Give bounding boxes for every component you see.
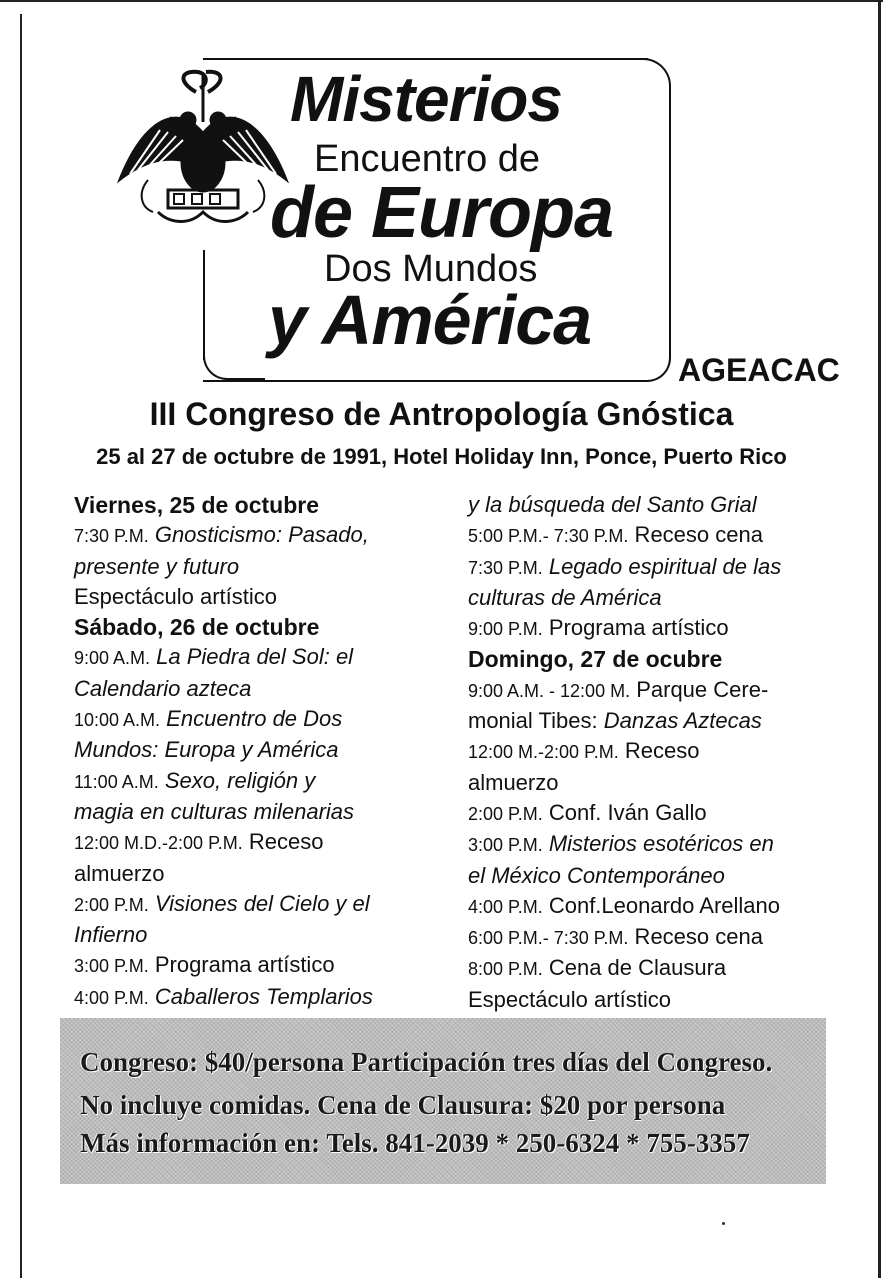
- schedule-entry: [468, 520, 868, 551]
- schedule-time: 9:00 P.M.: [468, 619, 543, 640]
- schedule-entry: [468, 985, 868, 1015]
- schedule-text: almuerzo: [468, 769, 559, 795]
- schedule-text: Receso: [242, 829, 324, 855]
- schedule-entry: [74, 827, 454, 858]
- schedule-text: La Piedra del Sol: el: [150, 644, 354, 670]
- schedule-time: 11:00 A.M.: [74, 771, 159, 792]
- schedule-time: 10:00 A.M.: [74, 710, 161, 731]
- schedule-text: Danzas Aztecas: [603, 708, 762, 734]
- speck: [722, 1222, 725, 1225]
- schedule-entry: [468, 706, 868, 736]
- schedule-text: Espectáculo artístico: [74, 583, 277, 609]
- schedule-entry: [468, 922, 868, 953]
- title-europa: de Europa: [270, 173, 614, 253]
- schedule-entry: [468, 861, 868, 891]
- schedule-entry: [468, 829, 868, 860]
- schedule-text: Parque Cere-: [630, 676, 769, 702]
- schedule-text: Receso: [618, 738, 700, 764]
- schedule-text: y la búsqueda del Santo Grial: [468, 492, 757, 517]
- schedule-entry: [74, 797, 454, 827]
- schedule-entry: [74, 582, 454, 612]
- schedule-time: 7:30 P.M.: [74, 526, 149, 547]
- schedule-entry: [74, 950, 454, 981]
- schedule-day-heading: Viernes, 25 de octubre: [74, 492, 320, 518]
- schedule-text: Legado espiritual de las: [542, 553, 782, 579]
- schedule-text: Programa artístico: [148, 952, 335, 978]
- schedule-day-heading: Domingo, 27 de ocubre: [468, 646, 723, 673]
- schedule-text: Infierno: [74, 922, 148, 948]
- schedule-entry: [74, 982, 454, 1013]
- schedule-text: presente y futuro: [74, 553, 240, 579]
- schedule-text: Conf. Iván Gallo: [542, 799, 707, 825]
- schedule-text: Encuentro de Dos: [160, 706, 343, 732]
- schedule-time: 3:00 P.M.: [74, 956, 149, 977]
- schedule-entry: [74, 859, 454, 889]
- schedule-text: Receso cena: [628, 924, 763, 950]
- schedule-entry: [468, 798, 868, 829]
- schedule-entry: [74, 674, 454, 704]
- schedule-time: 12:00 M.-2:00 P.M.: [468, 742, 619, 763]
- title-america: y América: [268, 281, 592, 359]
- schedule-text: Calendario azteca: [74, 675, 252, 701]
- schedule-entry: [468, 552, 868, 583]
- schedule-text: Mundos: Europa y América: [74, 737, 339, 763]
- schedule-entry: [468, 490, 868, 520]
- schedule-entry: [468, 953, 868, 984]
- schedule-time: 2:00 P.M.: [74, 894, 149, 915]
- schedule-entry: [74, 889, 454, 920]
- schedule-entry: [468, 891, 868, 922]
- schedule-text: Caballeros Templarios: [148, 983, 373, 1009]
- page-right-border: [878, 0, 881, 1278]
- schedule-entry: [468, 736, 868, 767]
- schedule-text: Espectáculo artístico: [468, 986, 671, 1012]
- schedule-text: Sexo, religión y: [158, 767, 316, 793]
- schedule-time: 12:00 M.D.-2:00 P.M.: [74, 833, 243, 854]
- schedule-text: el México Contemporáneo: [468, 862, 725, 888]
- schedule-text: Misterios esotéricos en: [542, 831, 774, 857]
- schedule-text: almuerzo: [74, 860, 165, 886]
- schedule-day-heading: Sábado, 26 de octubre: [74, 614, 320, 641]
- schedule-text: Programa artístico: [542, 615, 729, 641]
- schedule-time: 8:00 P.M.: [468, 959, 543, 980]
- schedule-entry: [468, 768, 868, 798]
- schedule-time: 9:00 A.M.: [74, 648, 151, 669]
- page-top-border: [0, 0, 883, 2]
- schedule-time: 2:00 P.M.: [468, 803, 543, 824]
- page-left-border: [20, 14, 22, 1278]
- schedule-column-left: [74, 490, 454, 1013]
- organization-name: AGEACAC: [678, 352, 840, 388]
- schedule-entry: [74, 735, 454, 765]
- schedule-time: 5:00 P.M.- 7:30 P.M.: [468, 526, 629, 547]
- schedule-text: monial Tibes:: [468, 708, 604, 734]
- schedule-column-right: [468, 490, 868, 1015]
- schedule-entry: [74, 766, 454, 797]
- schedule-time: 3:00 P.M.: [468, 835, 543, 856]
- schedule-text: Conf.Leonardo Arellano: [542, 892, 781, 918]
- schedule-text: culturas de América: [468, 584, 662, 610]
- schedule-entry: [74, 520, 454, 551]
- info-line-price: Congreso: $40/persona Participación tres días del Congreso.: [80, 1047, 773, 1077]
- title-misterios: Misterios: [290, 63, 562, 135]
- schedule-time: 4:00 P.M.: [74, 987, 149, 1008]
- schedule-entry: [74, 552, 454, 582]
- schedule-text: Cena de Clausura: [542, 955, 727, 981]
- schedule-time: 4:00 P.M.: [468, 896, 543, 917]
- schedule-entry: [468, 613, 868, 644]
- schedule-text: magia en culturas milenarias: [74, 798, 355, 824]
- header-frame-corner: [203, 340, 265, 380]
- schedule-time: 6:00 P.M.- 7:30 P.M.: [468, 928, 629, 949]
- schedule-text: Gnosticismo: Pasado,: [148, 522, 369, 548]
- schedule-entry: [468, 675, 868, 706]
- schedule-entry: [74, 920, 454, 950]
- schedule-entry: [468, 583, 868, 613]
- event-dates-location: 25 al 27 de octubre de 1991, Hotel Holiday Inn, Ponce, Puerto Rico: [96, 444, 787, 469]
- schedule-text: Receso cena: [628, 522, 763, 548]
- info-line-meals: No incluye comidas. Cena de Clausura: $20 por persona: [80, 1090, 726, 1120]
- schedule-time: 9:00 A.M. - 12:00 M.: [468, 680, 631, 701]
- schedule-text: Visiones del Cielo y el: [148, 890, 370, 916]
- subtitle-encuentro: Encuentro de: [314, 138, 541, 180]
- info-line-contact: Más información en: Tels. 841-2039 * 250-6324 * 755-3357: [80, 1128, 750, 1158]
- schedule-time: 7:30 P.M.: [468, 557, 543, 578]
- schedule-entry: [74, 642, 454, 673]
- subtitle-dos-mundos: Dos Mundos: [324, 248, 538, 290]
- event-title: III Congreso de Antropología Gnóstica: [149, 396, 734, 432]
- schedule-entry: [74, 704, 454, 735]
